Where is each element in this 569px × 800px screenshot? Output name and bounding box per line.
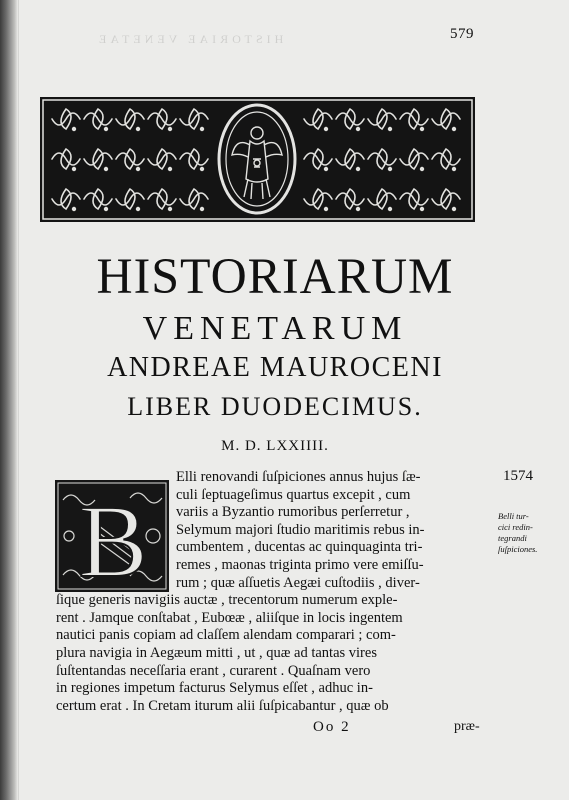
show-through-text: HISTORIAE VENETAE — [95, 32, 284, 46]
decorated-initial-b-icon — [55, 480, 169, 592]
body-line: nautici panis copiam ad claſſem alendam comparari ; com- — [56, 627, 396, 644]
decorated-initial — [55, 480, 169, 592]
body-line: rum ; quæ aſſuetis Aegæi cuſtodiis , diver- — [176, 574, 420, 591]
body-line: Elli renovandi ſuſpiciones annus hujus ſæ- — [176, 469, 421, 485]
catchword: præ- — [454, 719, 480, 734]
body-line: remes , maonas triginta primo vere emiſſu- — [176, 557, 424, 573]
page-edge — [18, 0, 19, 800]
body-line: plura navigia in Aegæum mitti , ut , quæ ad tantas vires — [56, 645, 377, 661]
margin-note-line: Belli tur- — [498, 511, 529, 521]
title-line-4: LIBER DUODECIMUS. — [127, 392, 423, 421]
page-number: 579 — [450, 26, 474, 42]
binding-shadow — [0, 0, 18, 800]
floral-ornament-icon — [40, 97, 475, 222]
body-line: in regiones impetum facturus Selymus eſſet , adhuc in- — [56, 680, 373, 697]
signature-mark: Oo 2 — [313, 719, 351, 735]
body-line: cumbentem , ducentas ac quinquaginta tri- — [176, 539, 423, 556]
margin-note-line: cici redin- — [498, 522, 533, 532]
margin-note-line: ſuſpiciones. — [498, 544, 538, 554]
body-line: ſuſtentandas neceſſaria erant , curarent . Quaſnam vero — [56, 662, 371, 679]
margin-note-line: tegrandi — [498, 533, 527, 543]
margin-year: 1574 — [503, 468, 533, 484]
body-line: variis a Byzantio rumoribus perſerretur , — [176, 504, 410, 521]
body-line: rent . Jamque conſtabat , Eubœæ , aliiſque in locis ingentem — [56, 609, 403, 626]
title-line-1: HISTORIARUM — [96, 249, 454, 305]
year-heading: M. D. LXXIIII. — [221, 438, 329, 454]
body-line: ſique generis navigiis auctæ , trecentorum numerum exple- — [56, 592, 398, 609]
title-line-2: VENETARUM — [142, 310, 408, 347]
body-line: certum erat . In Cretam iturum alii ſuſpicabantur , quæ ob — [56, 697, 389, 714]
body-line: culi ſeptuageſimus quartus excepit , cum — [176, 486, 411, 503]
drop-cap-letter: B — [78, 484, 148, 592]
ornamental-headpiece — [40, 97, 475, 222]
title-line-3: ANDREAE MAUROCENI — [107, 352, 443, 383]
body-line: Selymum majori ſtudio maritimis rebus in- — [176, 521, 425, 538]
